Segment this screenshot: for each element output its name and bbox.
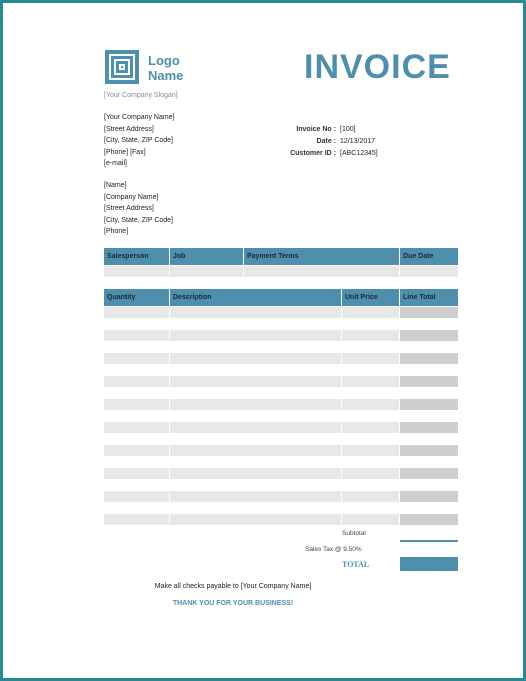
item-cell xyxy=(104,468,169,479)
item-row xyxy=(104,468,458,479)
col-due-date: Due Date xyxy=(403,253,434,260)
item-row xyxy=(104,330,458,341)
item-row xyxy=(104,376,458,387)
invoice-title: INVOICE xyxy=(304,48,451,86)
thank-you-note: THANK YOU FOR YOUR BUSINESS! xyxy=(172,600,294,607)
item-cell xyxy=(342,445,399,456)
item-cell xyxy=(170,307,341,318)
item-cell xyxy=(342,514,399,525)
company-slogan: [Your Company Slogan] xyxy=(104,92,178,99)
customer-id-label: Customer ID : xyxy=(290,150,336,157)
item-cell xyxy=(342,353,399,364)
subtotal-underline xyxy=(400,540,458,542)
item-cell xyxy=(170,399,341,410)
item-cell xyxy=(104,353,169,364)
col-payment-terms: Payment Terms xyxy=(244,248,400,265)
item-cell xyxy=(342,399,399,410)
company-line: [Your Company Name] xyxy=(104,114,175,121)
item-cell xyxy=(170,445,341,456)
item-cell xyxy=(400,468,458,479)
sales-tax-label: Sales Tax @ 9.50% xyxy=(305,546,362,553)
item-cell xyxy=(170,468,341,479)
item-cell xyxy=(170,330,341,341)
job-table-header xyxy=(104,248,458,265)
item-row xyxy=(104,422,458,433)
items-table-header xyxy=(104,289,458,306)
customer-line: [Phone] xyxy=(104,228,129,235)
col-salesperson: Salesperson xyxy=(104,248,170,265)
item-cell xyxy=(400,399,458,410)
item-cell xyxy=(342,491,399,502)
item-cell xyxy=(342,422,399,433)
item-cell xyxy=(104,399,169,410)
item-row xyxy=(104,491,458,502)
item-cell xyxy=(104,307,169,318)
checks-payable-note: Make all checks payable to [Your Company Name] xyxy=(154,583,312,590)
item-cell xyxy=(170,422,341,433)
total-value-box xyxy=(400,557,458,571)
item-cell xyxy=(104,376,169,387)
item-cell xyxy=(170,353,341,364)
date-label: Date : xyxy=(316,138,336,145)
item-cell xyxy=(400,445,458,456)
date-value: 12/13/2017 xyxy=(340,138,376,145)
item-cell xyxy=(400,353,458,364)
item-cell xyxy=(170,514,341,525)
item-cell xyxy=(342,468,399,479)
customer-address xyxy=(104,180,173,238)
customer-line: [Name] xyxy=(104,182,127,189)
item-cell xyxy=(400,491,458,502)
item-cell xyxy=(104,514,169,525)
item-cell xyxy=(170,376,341,387)
logo-name xyxy=(148,53,183,83)
item-row xyxy=(104,445,458,456)
item-cell xyxy=(342,330,399,341)
logo-icon xyxy=(105,50,139,84)
job-table-row xyxy=(104,266,458,277)
company-line: [City, State, ZIP Code] xyxy=(104,137,173,144)
item-cell xyxy=(400,376,458,387)
company-address xyxy=(104,112,175,170)
col-quantity: Quantity xyxy=(104,289,170,306)
col-line-total: Line Total xyxy=(403,294,436,301)
invoice-meta xyxy=(260,124,400,160)
item-cell xyxy=(400,330,458,341)
item-row xyxy=(104,307,458,318)
company-line: [Phone] [Fax] xyxy=(104,148,146,156)
col-job: Job xyxy=(170,248,244,265)
invoice-no-label: Invoice No : xyxy=(296,126,336,133)
col-description: Description xyxy=(170,289,342,306)
item-row xyxy=(104,399,458,410)
item-row xyxy=(104,353,458,364)
subtotal-label: Subtotal xyxy=(342,530,366,537)
item-cell xyxy=(170,491,341,502)
total-label: TOTAL xyxy=(342,560,370,569)
item-cell xyxy=(342,376,399,387)
item-row xyxy=(104,514,458,525)
customer-line: [Street Address] xyxy=(104,205,154,212)
company-line: [Street Address] xyxy=(104,125,154,133)
item-cell xyxy=(400,514,458,525)
item-cell xyxy=(342,307,399,318)
item-cell xyxy=(104,445,169,456)
customer-line: [Company Name] xyxy=(104,193,159,201)
logo-line-2: Name xyxy=(148,68,184,83)
item-cell xyxy=(104,491,169,502)
item-cell xyxy=(400,307,458,318)
item-cell xyxy=(400,422,458,433)
invoice-no-value: [100] xyxy=(340,126,356,133)
company-line: [e-mail] xyxy=(104,160,127,167)
logo-line-1: Logo xyxy=(148,53,180,68)
col-unit-price: Unit Price xyxy=(342,289,400,306)
customer-line: [City, State, ZIP Code] xyxy=(104,216,173,224)
item-cell xyxy=(104,330,169,341)
item-cell xyxy=(104,422,169,433)
customer-id-value: [ABC12345] xyxy=(340,150,378,157)
